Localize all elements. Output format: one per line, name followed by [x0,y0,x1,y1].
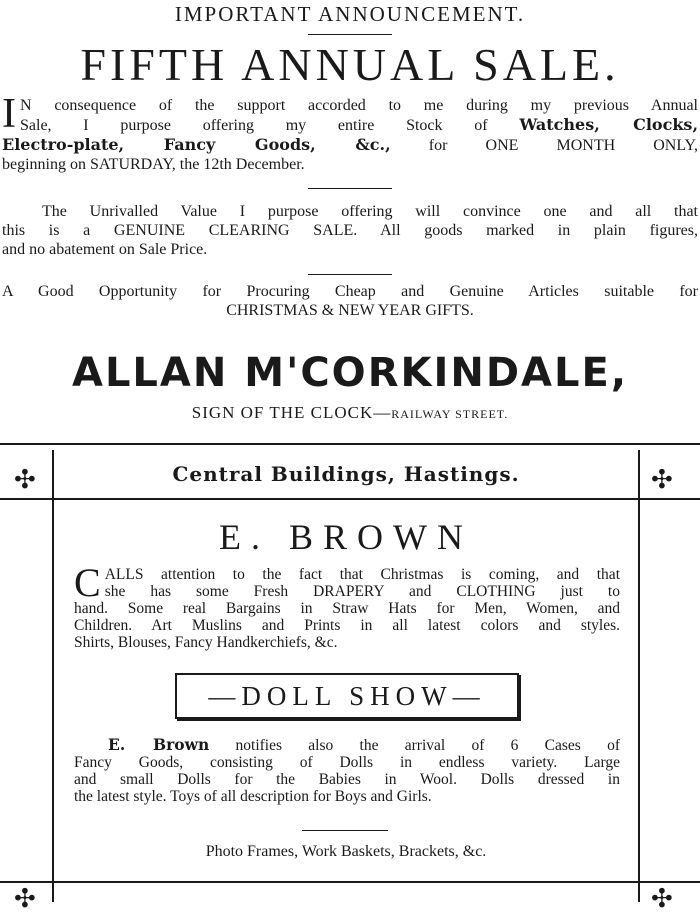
para2-line: this is a GENUINE CLEARING SALE. All goods marked in plain figures, [2,222,698,239]
sale-headline: FIFTH ANNUAL SALE. [80,39,620,90]
brown-title: E. BROWN [219,517,473,557]
sale-paragraph-3 [2,282,698,320]
intro-line: she has some Fresh DRAPERY and CLOTHING just to [104,583,620,600]
divider-rule [302,830,388,831]
doll-line: E. Brown notifies also the arrival of 6 Cases of [108,735,621,754]
divider-rule [308,274,392,275]
goods-emphasis: Electro-plate, Fancy Goods, &c., [2,135,391,154]
brown-name: E. Brown [108,735,210,754]
goods-emphasis: Watches, Clocks, [519,115,699,134]
ornament-cross-icon: ✣ [651,465,673,495]
para2-line: and no abatement on Sale Price. [2,241,208,258]
para2-line: The Unrivalled Value I purpose offering will convince one and all that [42,203,698,220]
frame-top-rule [0,443,700,445]
para1-line: N consequence of the support accorded to me during my previous Annual [20,97,698,114]
ornament-cross-icon: ✣ [14,465,36,495]
divider-rule [308,188,392,189]
sale-paragraph-1 [2,91,699,174]
doll-show-banner: —DOLL SHOW— [175,673,519,719]
intro-line: Children. Art Muslins and Prints in all latest colors and styles. [74,617,620,634]
merchant-name: ALLAN M'CORKINDALE, [71,350,629,396]
sale-paragraph-2 [2,202,698,259]
para3-line: CHRISTMAS & NEW YEAR GIFTS. [226,302,474,319]
ornament-cross-icon: ✣ [651,884,673,914]
doll-line: the latest style. Toys of all description for Boys and Girls. [74,788,432,805]
doll-line: Fancy Goods, consisting of Dolls in endless variety. Large [74,754,620,771]
frame-bottom-rule [0,881,700,883]
para1-line-4: beginning on SATURDAY, the 12th December. [2,156,305,173]
doll-paragraph [74,736,620,805]
para1-line-2: Sale, I purpose offering my entire Stock of Watches, Clocks, [20,115,699,134]
intro-line: Shirts, Blouses, Fancy Handkerchiefs, &c. [74,634,338,651]
para1-line-3: Electro-plate, Fancy Goods, &c., for ONE MONTH ONLY, [2,135,699,154]
ornament-cross-icon: ✣ [14,884,36,914]
intro-line: hand. Some real Bargains in Straw Hats for Men, Women, and [74,600,620,617]
frame-right-rule [638,450,640,902]
divider-rule [308,34,392,35]
brown-location-heading: Central Buildings, Hastings. [172,462,520,486]
merchant-address: SIGN OF THE CLOCK—RAILWAY STREET. [191,403,509,422]
brown-footer: Photo Frames, Work Baskets, Brackets, &c. [205,843,487,860]
brown-intro [74,560,620,651]
para3-line: A Good Opportunity for Procuring Cheap and Genuine Articles suitable for [2,283,698,300]
announcement-kicker: IMPORTANT ANNOUNCEMENT. [174,2,526,26]
frame-heading-rule [0,498,700,500]
drop-cap: I [2,91,16,137]
intro-line: ALLS attention to the fact that Christmas is coming, and that [104,566,620,583]
drop-cap: C [74,560,101,605]
doll-line: and small Dolls for the Babies in Wool. Dolls dressed in [74,771,620,788]
